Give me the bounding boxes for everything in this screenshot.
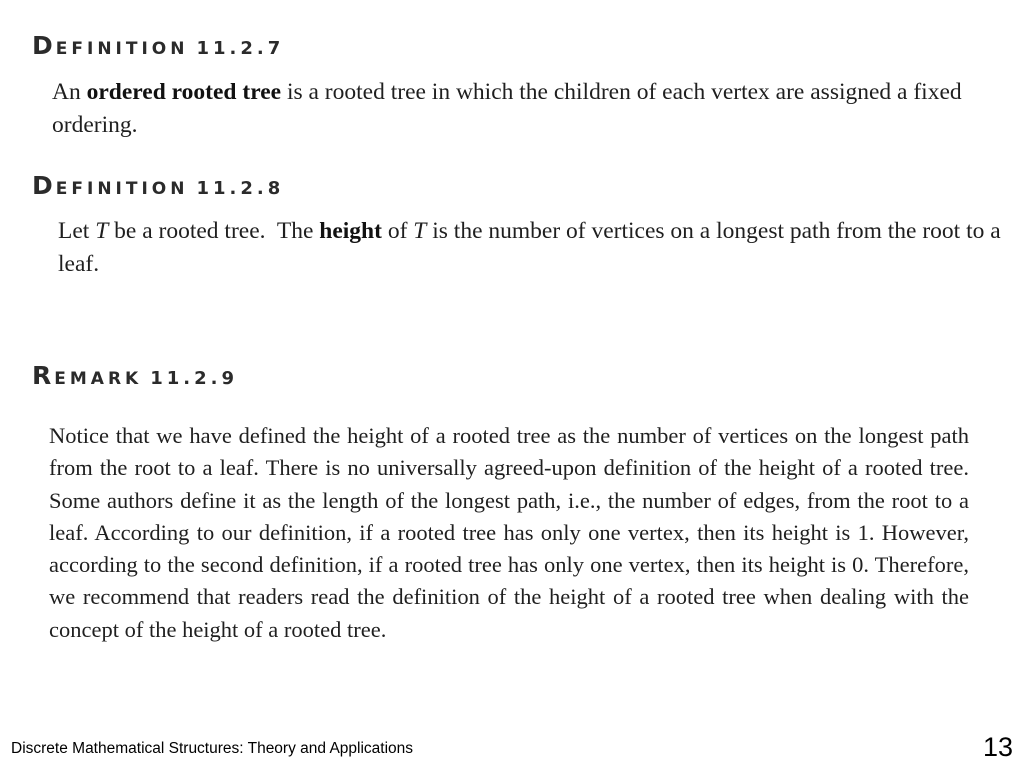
heading-number: 11.2.9 [150,368,238,389]
defined-term: ordered rooted tree [86,79,282,105]
definition-11-2-8-text [58,215,1016,281]
heading-word: EFINITION [55,39,189,59]
remark-11-2-9-text: Notice that we have defined the height of a rooted tree as the number of vertices on the longest path from the root to a leaf. There is no universally agreed-upon definition of the height of a rooted tree. Some authors define it as the length of the longest path, i.e., the number of edges, from the root to a leaf. According to our definition, if a rooted tree has only one vertex, then its height is 1. However, according to the second definition, if a rooted tree has only one vertex, then its height is 0. Therefore, we recommend that readers read the definition of the height of a rooted tree when dealing with the concept of the height of a rooted tree. [49,423,969,642]
heading-initial: R [32,361,55,390]
text-segment: of [381,218,414,244]
defined-term: height [319,218,382,244]
text-segment: Let [58,218,96,244]
heading-number: 11.2.8 [196,178,285,199]
heading-number: 11.2.7 [196,38,285,59]
remark-11-2-9-heading [32,361,238,390]
heading-initial: D [32,31,56,60]
definition-11-2-7-heading [32,31,284,60]
heading-initial: D [32,171,56,200]
math-variable: T [413,218,427,244]
text-segment: is the number of vertices on a longest path from the root to a leaf. [58,218,1001,277]
definition-11-2-7-text [52,76,1002,142]
heading-word: EMARK [54,369,143,389]
math-variable: T [95,218,109,244]
heading-word: EFINITION [55,179,189,199]
text-segment: be a rooted tree. The [108,218,320,244]
text-segment: An [52,79,87,105]
text-segment: is a rooted tree in which the children of each vertex are assigned a fixed ordering. [52,79,962,138]
page-number: 13 [982,732,1013,762]
definition-11-2-8-heading [32,171,284,200]
footer-book-title: Discrete Mathematical Structures: Theory and Applications [11,740,414,757]
